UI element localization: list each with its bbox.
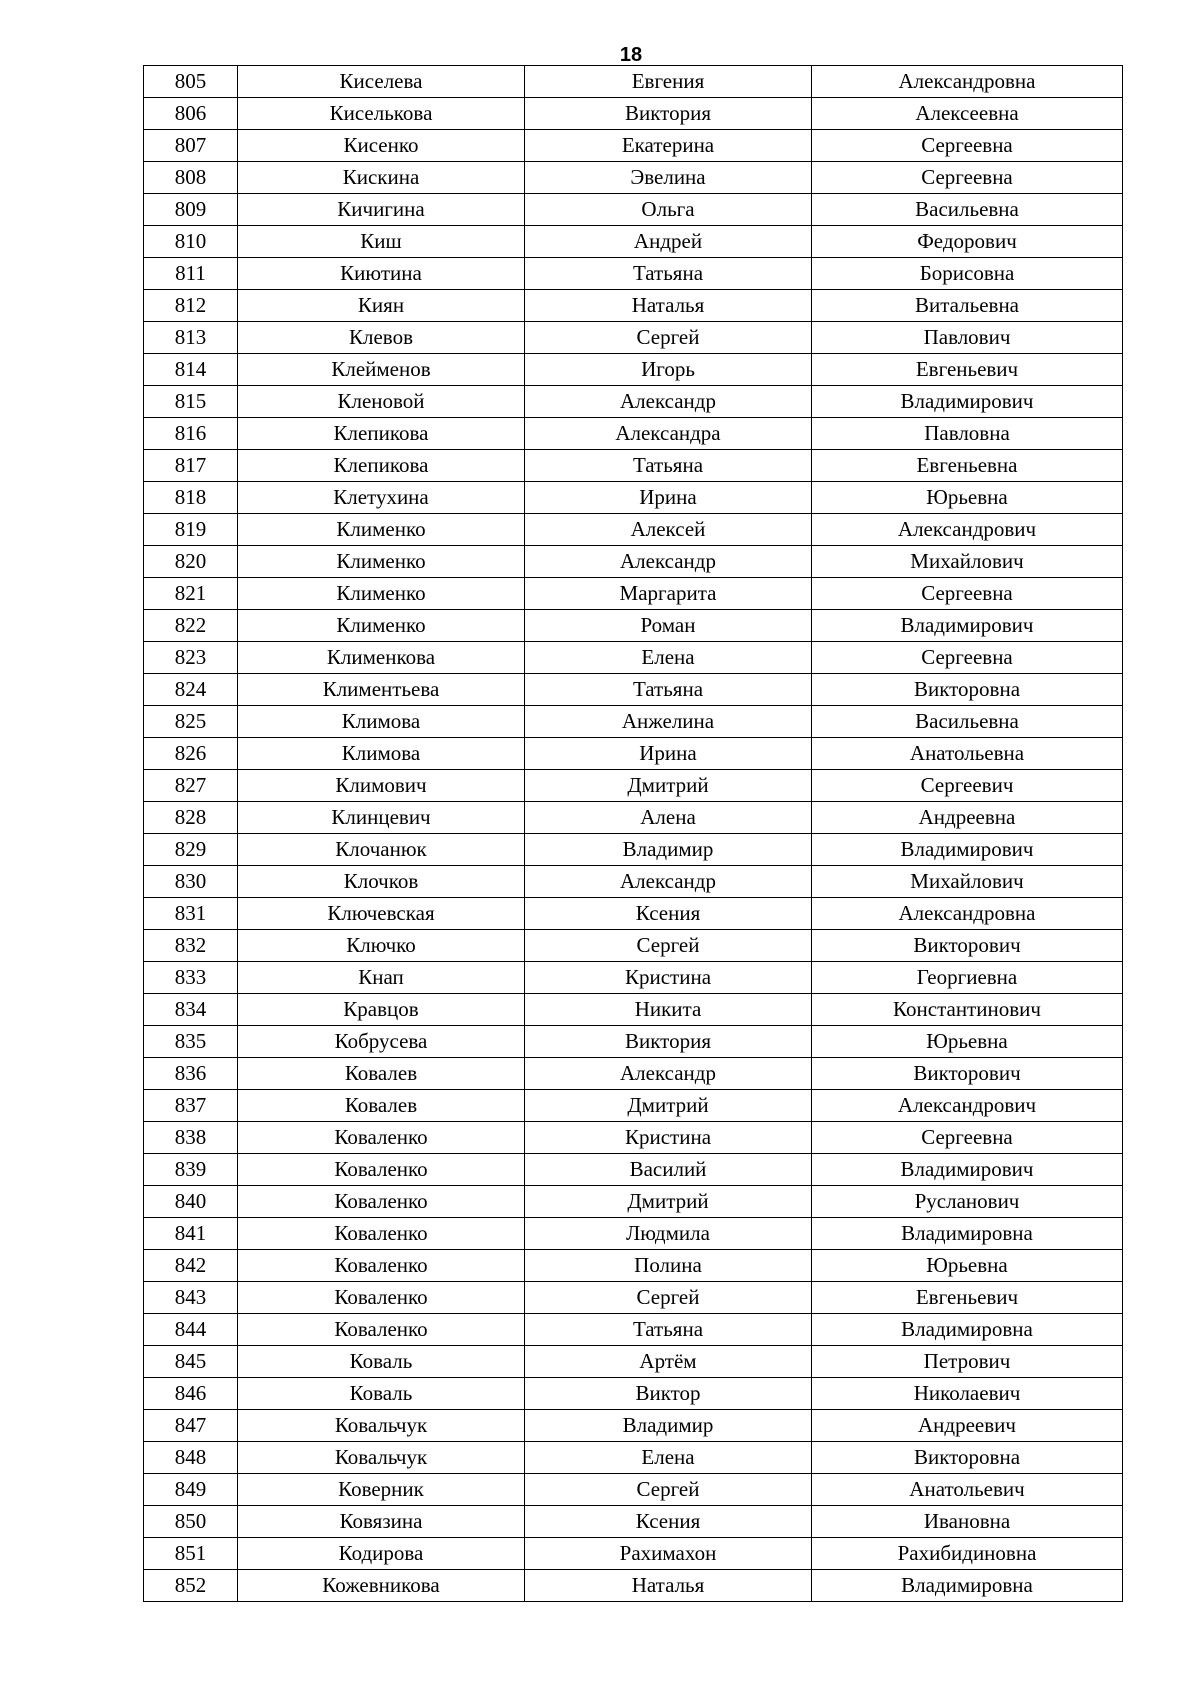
last-name-cell: Ключевская: [238, 898, 525, 930]
row-number-cell: 841: [144, 1218, 238, 1250]
patronymic-cell: Владимировна: [812, 1570, 1123, 1602]
row-number-cell: 842: [144, 1250, 238, 1282]
first-name-cell: Андрей: [525, 226, 812, 258]
table-row: [144, 834, 1123, 866]
first-name-cell: Александр: [525, 386, 812, 418]
table-row: [144, 1250, 1123, 1282]
row-number-cell: 843: [144, 1282, 238, 1314]
last-name-cell: Коваленко: [238, 1186, 525, 1218]
patronymic-cell: Павлович: [812, 322, 1123, 354]
patronymic-cell: Павловна: [812, 418, 1123, 450]
table-row: [144, 450, 1123, 482]
patronymic-cell: Андреевич: [812, 1410, 1123, 1442]
first-name-cell: Никита: [525, 994, 812, 1026]
table-row: [144, 354, 1123, 386]
row-number-cell: 821: [144, 578, 238, 610]
row-number-cell: 845: [144, 1346, 238, 1378]
first-name-cell: Сергей: [525, 930, 812, 962]
last-name-cell: Киселькова: [238, 98, 525, 130]
last-name-cell: Киютина: [238, 258, 525, 290]
last-name-cell: Кобрусева: [238, 1026, 525, 1058]
row-number-cell: 823: [144, 642, 238, 674]
patronymic-cell: Александрович: [812, 1090, 1123, 1122]
patronymic-cell: Сергеевна: [812, 162, 1123, 194]
table-row: [144, 930, 1123, 962]
row-number-cell: 828: [144, 802, 238, 834]
table-row: [144, 1538, 1123, 1570]
patronymic-cell: Владимирович: [812, 1154, 1123, 1186]
row-number-cell: 826: [144, 738, 238, 770]
patronymic-cell: Юрьевна: [812, 1250, 1123, 1282]
row-number-cell: 840: [144, 1186, 238, 1218]
row-number-cell: 814: [144, 354, 238, 386]
first-name-cell: Василий: [525, 1154, 812, 1186]
row-number-cell: 805: [144, 66, 238, 98]
row-number-cell: 839: [144, 1154, 238, 1186]
row-number-cell: 838: [144, 1122, 238, 1154]
table-row: [144, 290, 1123, 322]
patronymic-cell: Евгеньевна: [812, 450, 1123, 482]
patronymic-cell: Владимирович: [812, 610, 1123, 642]
table-row: [144, 674, 1123, 706]
first-name-cell: Елена: [525, 1442, 812, 1474]
row-number-cell: 819: [144, 514, 238, 546]
table-row: [144, 1506, 1123, 1538]
table-row: [144, 258, 1123, 290]
name-list-body: [144, 66, 1123, 1602]
first-name-cell: Алексей: [525, 514, 812, 546]
patronymic-cell: Викторович: [812, 1058, 1123, 1090]
first-name-cell: Дмитрий: [525, 1186, 812, 1218]
first-name-cell: Дмитрий: [525, 770, 812, 802]
row-number-cell: 808: [144, 162, 238, 194]
patronymic-cell: Витальевна: [812, 290, 1123, 322]
first-name-cell: Рахимахон: [525, 1538, 812, 1570]
last-name-cell: Кодирова: [238, 1538, 525, 1570]
row-number-cell: 810: [144, 226, 238, 258]
row-number-cell: 829: [144, 834, 238, 866]
first-name-cell: Владимир: [525, 834, 812, 866]
patronymic-cell: Владимировна: [812, 1218, 1123, 1250]
row-number-cell: 848: [144, 1442, 238, 1474]
table-row: [144, 1346, 1123, 1378]
patronymic-cell: Юрьевна: [812, 482, 1123, 514]
table-row: [144, 642, 1123, 674]
first-name-cell: Эвелина: [525, 162, 812, 194]
patronymic-cell: Константинович: [812, 994, 1123, 1026]
patronymic-cell: Викторовна: [812, 1442, 1123, 1474]
table-row: [144, 66, 1123, 98]
table-row: [144, 194, 1123, 226]
last-name-cell: Ковязина: [238, 1506, 525, 1538]
last-name-cell: Клименко: [238, 514, 525, 546]
patronymic-cell: Георгиевна: [812, 962, 1123, 994]
patronymic-cell: Сергеевна: [812, 578, 1123, 610]
table-row: [144, 898, 1123, 930]
first-name-cell: Татьяна: [525, 258, 812, 290]
row-number-cell: 831: [144, 898, 238, 930]
last-name-cell: Клепикова: [238, 418, 525, 450]
patronymic-cell: Михайлович: [812, 546, 1123, 578]
patronymic-cell: Юрьевна: [812, 1026, 1123, 1058]
table-row: [144, 1026, 1123, 1058]
first-name-cell: Елена: [525, 642, 812, 674]
table-row: [144, 546, 1123, 578]
first-name-cell: Сергей: [525, 1282, 812, 1314]
row-number-cell: 816: [144, 418, 238, 450]
first-name-cell: Ирина: [525, 482, 812, 514]
row-number-cell: 844: [144, 1314, 238, 1346]
last-name-cell: Коваль: [238, 1378, 525, 1410]
first-name-cell: Александра: [525, 418, 812, 450]
patronymic-cell: Васильевна: [812, 194, 1123, 226]
patronymic-cell: Сергеевна: [812, 130, 1123, 162]
last-name-cell: Коваль: [238, 1346, 525, 1378]
table-row: [144, 514, 1123, 546]
patronymic-cell: Рахибидиновна: [812, 1538, 1123, 1570]
table-row: [144, 578, 1123, 610]
first-name-cell: Игорь: [525, 354, 812, 386]
last-name-cell: Климентьева: [238, 674, 525, 706]
first-name-cell: Ольга: [525, 194, 812, 226]
row-number-cell: 815: [144, 386, 238, 418]
first-name-cell: Ксения: [525, 898, 812, 930]
first-name-cell: Людмила: [525, 1218, 812, 1250]
table-row: [144, 706, 1123, 738]
last-name-cell: Ключко: [238, 930, 525, 962]
last-name-cell: Клочков: [238, 866, 525, 898]
row-number-cell: 817: [144, 450, 238, 482]
patronymic-cell: Андреевна: [812, 802, 1123, 834]
row-number-cell: 847: [144, 1410, 238, 1442]
last-name-cell: Коваленко: [238, 1122, 525, 1154]
last-name-cell: Ковальчук: [238, 1442, 525, 1474]
last-name-cell: Киш: [238, 226, 525, 258]
last-name-cell: Кравцов: [238, 994, 525, 1026]
patronymic-cell: Михайлович: [812, 866, 1123, 898]
row-number-cell: 846: [144, 1378, 238, 1410]
table-row: [144, 610, 1123, 642]
patronymic-cell: Васильевна: [812, 706, 1123, 738]
first-name-cell: Маргарита: [525, 578, 812, 610]
row-number-cell: 811: [144, 258, 238, 290]
last-name-cell: Климович: [238, 770, 525, 802]
first-name-cell: Екатерина: [525, 130, 812, 162]
row-number-cell: 809: [144, 194, 238, 226]
patronymic-cell: Сергеевич: [812, 770, 1123, 802]
patronymic-cell: Владимировна: [812, 1314, 1123, 1346]
row-number-cell: 836: [144, 1058, 238, 1090]
patronymic-cell: Владимирович: [812, 834, 1123, 866]
last-name-cell: Коваленко: [238, 1282, 525, 1314]
first-name-cell: Алена: [525, 802, 812, 834]
row-number-cell: 852: [144, 1570, 238, 1602]
table-row: [144, 1154, 1123, 1186]
table-row: [144, 386, 1123, 418]
table-row: [144, 738, 1123, 770]
first-name-cell: Сергей: [525, 322, 812, 354]
table-row: [144, 962, 1123, 994]
patronymic-cell: Русланович: [812, 1186, 1123, 1218]
first-name-cell: Дмитрий: [525, 1090, 812, 1122]
first-name-cell: Кристина: [525, 962, 812, 994]
first-name-cell: Татьяна: [525, 450, 812, 482]
first-name-cell: Сергей: [525, 1474, 812, 1506]
last-name-cell: Клевов: [238, 322, 525, 354]
row-number-cell: 849: [144, 1474, 238, 1506]
table-row: [144, 1474, 1123, 1506]
first-name-cell: Артём: [525, 1346, 812, 1378]
row-number-cell: 825: [144, 706, 238, 738]
page-number: 18: [619, 44, 643, 66]
first-name-cell: Ксения: [525, 1506, 812, 1538]
first-name-cell: Наталья: [525, 290, 812, 322]
table-row: [144, 1378, 1123, 1410]
row-number-cell: 850: [144, 1506, 238, 1538]
patronymic-cell: Викторович: [812, 930, 1123, 962]
last-name-cell: Клименко: [238, 610, 525, 642]
row-number-cell: 835: [144, 1026, 238, 1058]
last-name-cell: Клепикова: [238, 450, 525, 482]
table-row: [144, 1282, 1123, 1314]
name-list-table: [143, 65, 1123, 1602]
table-row: [144, 1442, 1123, 1474]
table-row: [144, 1314, 1123, 1346]
row-number-cell: 813: [144, 322, 238, 354]
row-number-cell: 807: [144, 130, 238, 162]
last-name-cell: Клочанюк: [238, 834, 525, 866]
table-row: [144, 226, 1123, 258]
first-name-cell: Татьяна: [525, 1314, 812, 1346]
patronymic-cell: Сергеевна: [812, 642, 1123, 674]
row-number-cell: 824: [144, 674, 238, 706]
patronymic-cell: Евгеньевич: [812, 354, 1123, 386]
last-name-cell: Кожевникова: [238, 1570, 525, 1602]
patronymic-cell: Анатольевич: [812, 1474, 1123, 1506]
table-row: [144, 802, 1123, 834]
last-name-cell: Коваленко: [238, 1218, 525, 1250]
patronymic-cell: Владимирович: [812, 386, 1123, 418]
patronymic-cell: Викторовна: [812, 674, 1123, 706]
table-row: [144, 994, 1123, 1026]
row-number-cell: 820: [144, 546, 238, 578]
first-name-cell: Виктория: [525, 1026, 812, 1058]
last-name-cell: Кисенко: [238, 130, 525, 162]
patronymic-cell: Сергеевна: [812, 1122, 1123, 1154]
patronymic-cell: Петрович: [812, 1346, 1123, 1378]
row-number-cell: 818: [144, 482, 238, 514]
last-name-cell: Клинцевич: [238, 802, 525, 834]
table-row: [144, 98, 1123, 130]
last-name-cell: Ковальчук: [238, 1410, 525, 1442]
table-row: [144, 1570, 1123, 1602]
row-number-cell: 822: [144, 610, 238, 642]
first-name-cell: Евгения: [525, 66, 812, 98]
first-name-cell: Виктор: [525, 1378, 812, 1410]
first-name-cell: Полина: [525, 1250, 812, 1282]
patronymic-cell: Николаевич: [812, 1378, 1123, 1410]
table-row: [144, 1186, 1123, 1218]
first-name-cell: Александр: [525, 866, 812, 898]
first-name-cell: Александр: [525, 546, 812, 578]
row-number-cell: 812: [144, 290, 238, 322]
table-row: [144, 1410, 1123, 1442]
last-name-cell: Клейменов: [238, 354, 525, 386]
table-row: [144, 418, 1123, 450]
first-name-cell: Татьяна: [525, 674, 812, 706]
last-name-cell: Коваленко: [238, 1154, 525, 1186]
row-number-cell: 834: [144, 994, 238, 1026]
table-row: [144, 162, 1123, 194]
table-row: [144, 866, 1123, 898]
last-name-cell: Киселева: [238, 66, 525, 98]
table-row: [144, 1122, 1123, 1154]
last-name-cell: Коваленко: [238, 1314, 525, 1346]
table-row: [144, 1058, 1123, 1090]
last-name-cell: Коваленко: [238, 1250, 525, 1282]
table-row: [144, 1090, 1123, 1122]
last-name-cell: Кискина: [238, 162, 525, 194]
row-number-cell: 833: [144, 962, 238, 994]
patronymic-cell: Федорович: [812, 226, 1123, 258]
last-name-cell: Клименко: [238, 546, 525, 578]
table-row: [144, 1218, 1123, 1250]
patronymic-cell: Ивановна: [812, 1506, 1123, 1538]
last-name-cell: Кичигина: [238, 194, 525, 226]
last-name-cell: Климова: [238, 738, 525, 770]
patronymic-cell: Алексеевна: [812, 98, 1123, 130]
last-name-cell: Клименко: [238, 578, 525, 610]
first-name-cell: Кристина: [525, 1122, 812, 1154]
table-row: [144, 482, 1123, 514]
row-number-cell: 832: [144, 930, 238, 962]
row-number-cell: 827: [144, 770, 238, 802]
last-name-cell: Кнап: [238, 962, 525, 994]
last-name-cell: Клетухина: [238, 482, 525, 514]
row-number-cell: 837: [144, 1090, 238, 1122]
table-row: [144, 770, 1123, 802]
first-name-cell: Виктория: [525, 98, 812, 130]
last-name-cell: Ковалев: [238, 1090, 525, 1122]
patronymic-cell: Александровна: [812, 66, 1123, 98]
last-name-cell: Ковалев: [238, 1058, 525, 1090]
patronymic-cell: Борисовна: [812, 258, 1123, 290]
last-name-cell: Кленовой: [238, 386, 525, 418]
last-name-cell: Клименкова: [238, 642, 525, 674]
patronymic-cell: Евгеньевич: [812, 1282, 1123, 1314]
first-name-cell: Роман: [525, 610, 812, 642]
first-name-cell: Владимир: [525, 1410, 812, 1442]
first-name-cell: Александр: [525, 1058, 812, 1090]
first-name-cell: Наталья: [525, 1570, 812, 1602]
patronymic-cell: Анатольевна: [812, 738, 1123, 770]
first-name-cell: Анжелина: [525, 706, 812, 738]
last-name-cell: Климова: [238, 706, 525, 738]
last-name-cell: Коверник: [238, 1474, 525, 1506]
patronymic-cell: Александровна: [812, 898, 1123, 930]
row-number-cell: 806: [144, 98, 238, 130]
last-name-cell: Киян: [238, 290, 525, 322]
table-row: [144, 130, 1123, 162]
patronymic-cell: Александрович: [812, 514, 1123, 546]
table-row: [144, 322, 1123, 354]
row-number-cell: 851: [144, 1538, 238, 1570]
row-number-cell: 830: [144, 866, 238, 898]
first-name-cell: Ирина: [525, 738, 812, 770]
